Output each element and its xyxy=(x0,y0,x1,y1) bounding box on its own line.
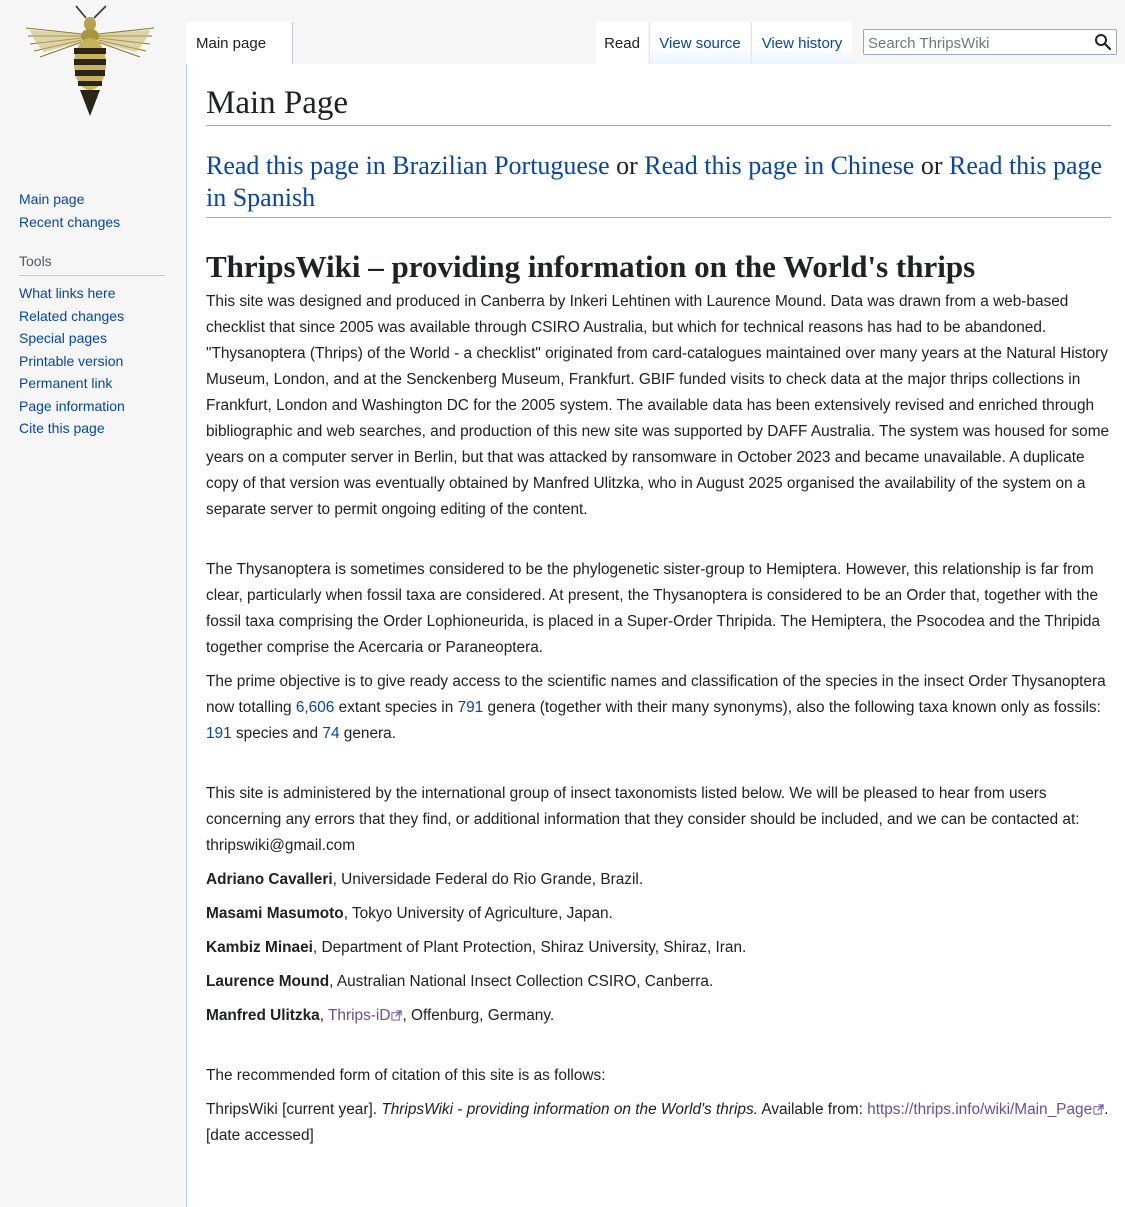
objective-text: extant species in xyxy=(334,699,458,716)
person-affiliation: , Offenburg, Germany. xyxy=(402,1007,555,1024)
person-affiliation: , Universidade Federal do Rio Grande, Brazil. xyxy=(332,871,644,888)
objective-text: species and xyxy=(231,725,323,742)
link-chinese[interactable]: Read this page in Chinese xyxy=(644,151,915,180)
person-entry xyxy=(206,1003,1111,1029)
search-box xyxy=(863,29,1117,55)
sidebar-item-recent-changes[interactable]: Recent changes xyxy=(19,213,121,230)
sidebar-item-printable-version[interactable]: Printable version xyxy=(19,352,124,369)
link-brazilian-portuguese[interactable]: Read this page in Brazilian Portuguese xyxy=(206,151,610,180)
fossil-species-link[interactable]: 191 xyxy=(206,725,232,742)
citation-text xyxy=(206,1097,1111,1149)
tab-view-history[interactable] xyxy=(751,22,852,64)
thrips-id-label: Thrips-iD xyxy=(328,1007,391,1024)
citation-url-link[interactable] xyxy=(867,1101,1104,1118)
objective-text: genera (together with their many synonyms), also the following taxa known only as fossils: xyxy=(483,699,1101,716)
content-area xyxy=(186,64,1125,1207)
sidebar xyxy=(19,188,179,440)
person-name: Adriano Cavalleri xyxy=(206,871,333,888)
person-separator: , xyxy=(319,1007,329,1024)
objective-text: genera. xyxy=(339,725,396,742)
objective-text: The prime objective is to give ready access to the scientific names and classification of the species in the insect Order Thysanoptera now totalling xyxy=(206,673,1106,716)
objective-paragraph xyxy=(206,669,1111,747)
search-icon[interactable] xyxy=(1094,33,1112,51)
citation-part: ThripsWiki [current year]. xyxy=(206,1101,382,1118)
thrips-id-link[interactable] xyxy=(328,1007,402,1024)
tab-main-page-label: Main page xyxy=(196,35,267,52)
citation-url: https://thrips.info/wiki/Main_Page xyxy=(867,1101,1093,1118)
person-affiliation: , Tokyo University of Agriculture, Japan. xyxy=(343,905,613,922)
search-input[interactable] xyxy=(868,33,1088,53)
intro-paragraph: This site was designed and produced in Canberra by Inkeri Lehtinen with Laurence Mound. Data was drawn from a web-based checklist that since 2005 was available through CSIRO Australia, but which for technical reasons has had to be abandoned. "Thysanoptera (Thrips) of the World - a checklist" originated from card-catalogues maintained over many years at the Natural History Museum, London, and at the Senckenberg Museum, Frankfurt. GBIF funded visits to check data at the major thrips collections in Frankfurt, London and Washington DC for the 2005 system. The available data has been extensively revised and enriched through bibliographic and web searches, and production of this new site was supported by DAFF Australia. The system was housed for some years on a computer server in Berlin, but that was attacked by ransomware in October 2023 and became unavailable. A duplicate copy of that version was eventually obtained by Manfred Ulitzka, who in August 2025 organised the availability of the system on a separate server to permit ongoing editing of the content. xyxy=(206,293,1110,518)
person-name: Manfred Ulitzka xyxy=(206,1007,320,1024)
genera-count-link[interactable]: 791 xyxy=(457,699,484,716)
person-entry xyxy=(206,969,1111,995)
external-link-icon xyxy=(391,1010,402,1021)
citation-title: ThripsWiki - providing information on the World's thrips. xyxy=(381,1101,758,1118)
link-spanish[interactable]: Read this page in Spanish xyxy=(206,151,1103,212)
citation-part: . [date accessed] xyxy=(206,1101,1109,1144)
header-tabs xyxy=(186,22,1125,64)
sidebar-item-special-pages[interactable]: Special pages xyxy=(19,330,107,346)
sidebar-item-cite-this-page[interactable]: Cite this page xyxy=(19,420,105,436)
tab-view-history-label: View history xyxy=(761,35,843,52)
tab-view-source[interactable] xyxy=(649,22,750,64)
fossil-genera-link[interactable]: 74 xyxy=(322,725,340,742)
person-entry xyxy=(206,901,1111,927)
person-affiliation: , Department of Plant Protection, Shiraz University, Shiraz, Iran. xyxy=(312,939,747,956)
sidebar-item-page-information[interactable]: Page information xyxy=(19,397,125,414)
sidebar-tools-heading: Tools xyxy=(19,251,165,276)
sidebar-item-permanent-link[interactable]: Permanent link xyxy=(19,375,113,391)
person-entry xyxy=(206,935,1111,961)
tab-read[interactable] xyxy=(596,22,648,64)
tab-read-label: Read xyxy=(604,35,640,52)
thrips-logo[interactable] xyxy=(20,4,160,122)
species-count-link[interactable]: 6,606 xyxy=(295,699,335,716)
sidebar-item-what-links-here[interactable]: What links here xyxy=(19,285,116,301)
or-text: or xyxy=(914,151,950,180)
person-name: Kambiz Minaei xyxy=(206,939,313,956)
person-affiliation: , Australian National Insect Collection CSIRO, Canberra. xyxy=(329,973,714,990)
person-entry xyxy=(206,867,1111,893)
citation-intro: The recommended form of citation of this site is as follows: xyxy=(206,1067,606,1084)
main-heading: ThripsWiki – providing information on the World's thrips xyxy=(206,249,976,284)
sidebar-item-related-changes[interactable]: Related changes xyxy=(19,307,125,324)
sidebar-item-main-page[interactable]: Main page xyxy=(19,191,85,207)
admin-paragraph: This site is administered by the international group of insect taxonomists listed below. We will be pleased to hear from users concerning any errors that they find, or additional information that they consider should be included, and we can be contacted at: thripswiki@gmail.com xyxy=(206,785,1080,854)
tab-main-page[interactable] xyxy=(186,22,293,64)
language-links xyxy=(206,150,1111,218)
person-name: Masami Masumoto xyxy=(206,905,344,922)
person-name: Laurence Mound xyxy=(206,973,330,990)
page-title: Main Page xyxy=(206,64,1111,126)
external-link-icon xyxy=(1093,1104,1104,1115)
citation-part: Available from: xyxy=(757,1101,868,1118)
phylogeny-paragraph: The Thysanoptera is sometimes considered to be the phylogenetic sister-group to Hemiptera. However, this relationship is far from clear, particularly when fossil taxa are considered. At present, the Thysanoptera is considered to be an Order that, together with the fossil taxa comprising the Order Lophioneurida, is placed in a Super-Order Thripida. The Hemiptera, the Psocodea and the Thripida together comprise the Acercaria or Paraneoptera. xyxy=(206,561,1101,656)
or-text: or xyxy=(609,151,645,180)
tab-view-source-label: View source xyxy=(659,35,741,52)
